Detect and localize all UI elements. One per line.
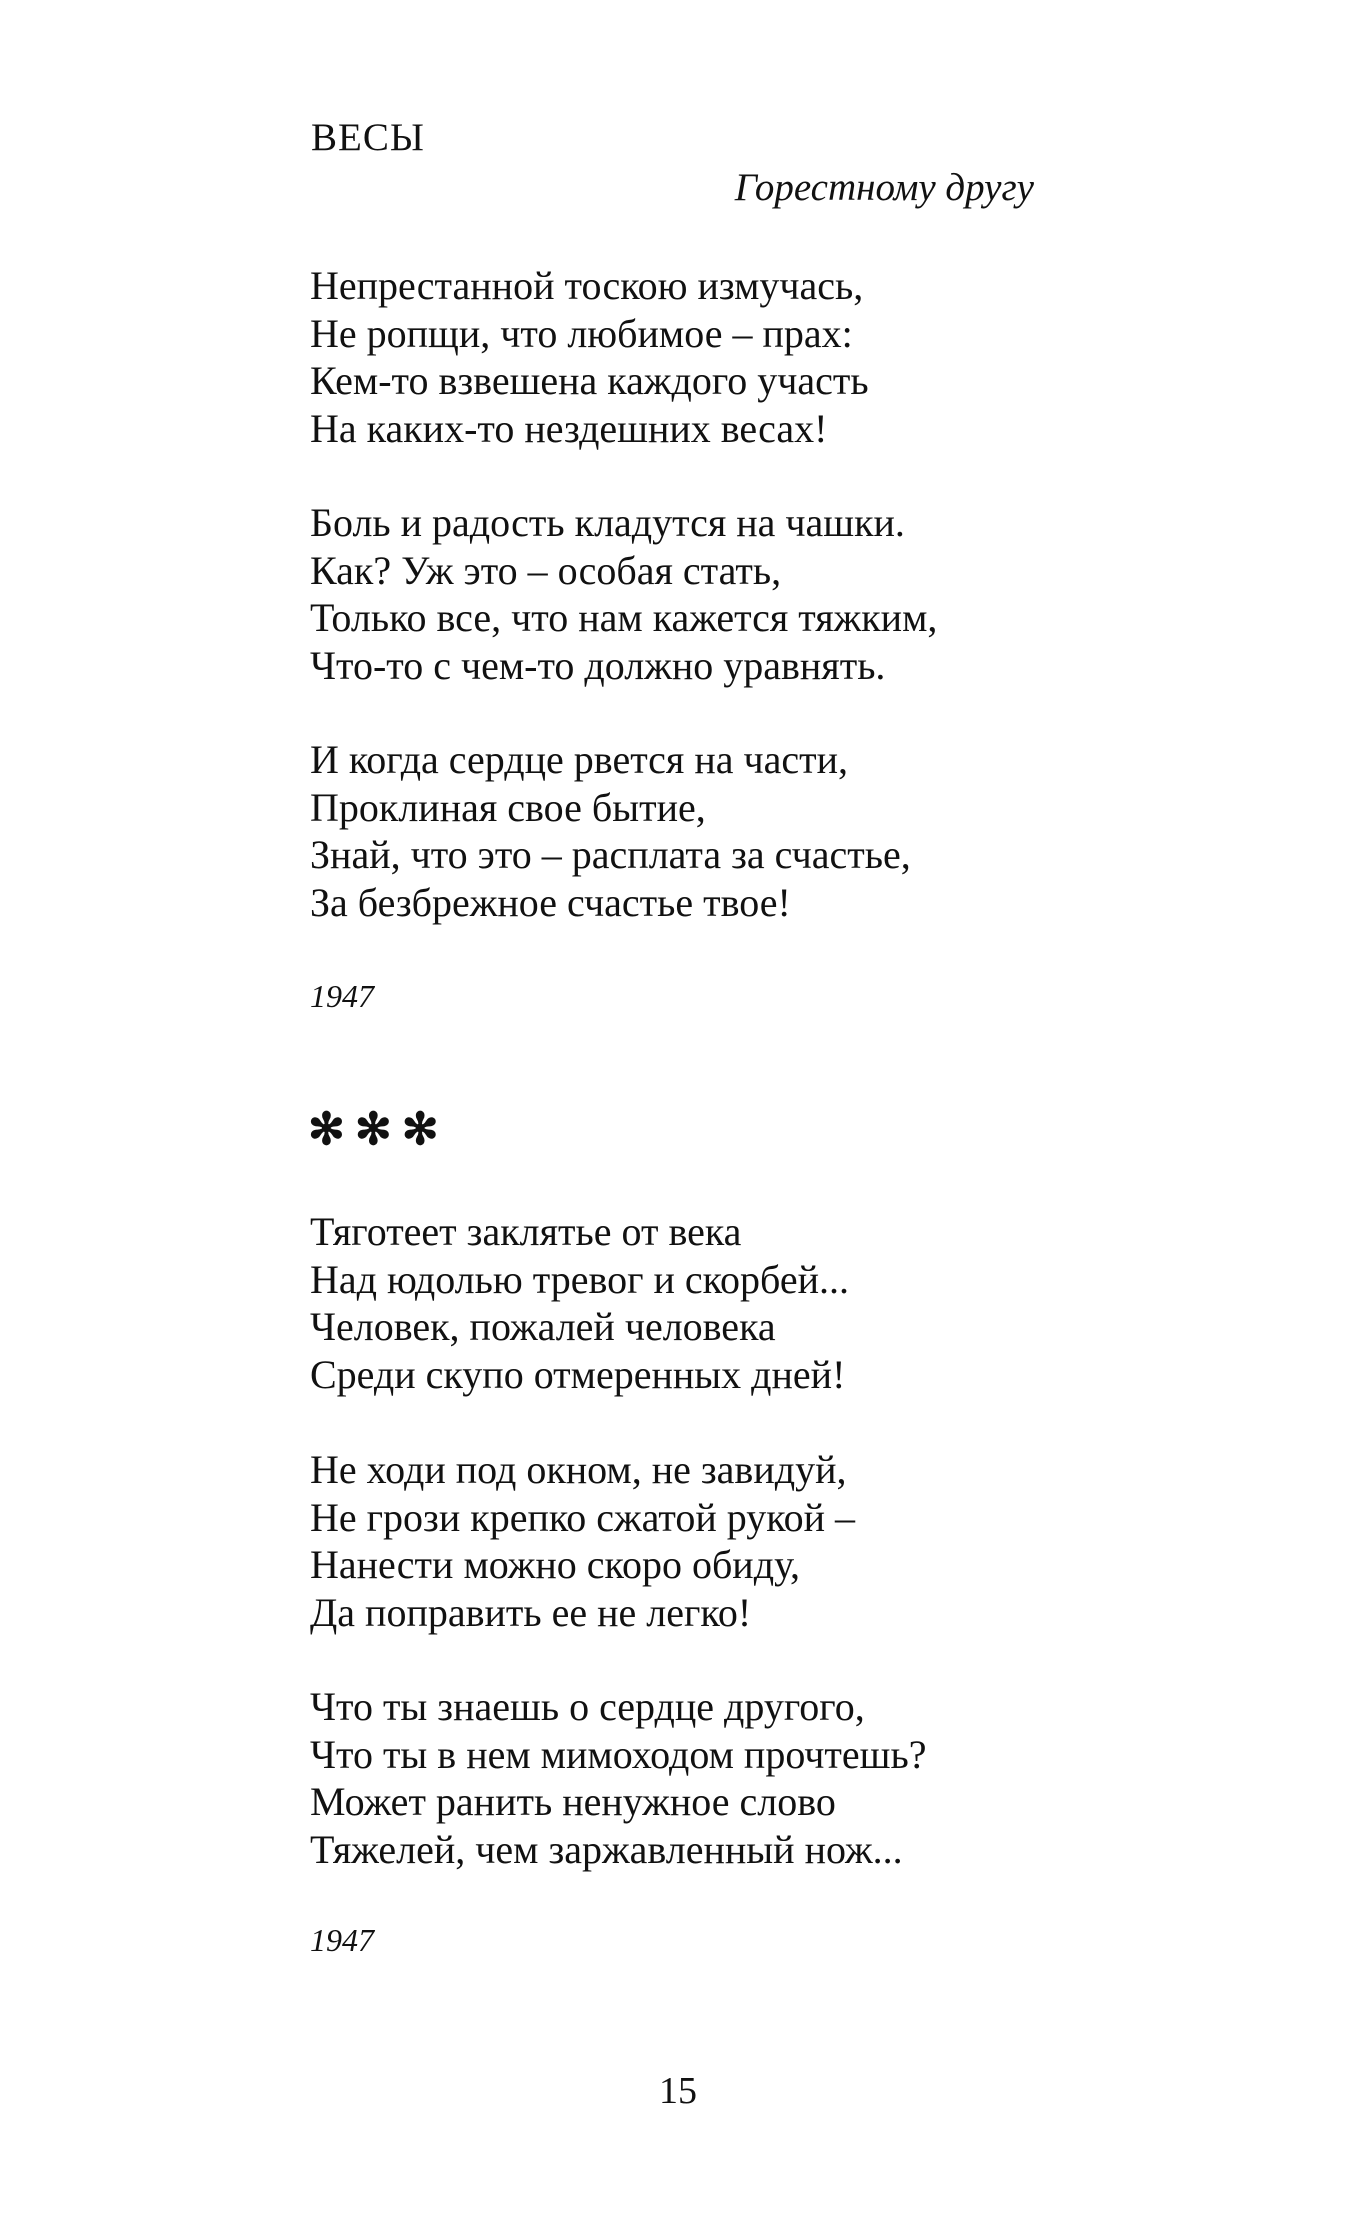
verse-line: Боль и радость кладутся на чашки.: [310, 500, 905, 545]
poem2-stanza-3: [310, 1683, 926, 1873]
poem-title: ВЕСЫ: [311, 116, 425, 159]
poem1-stanza-3: [310, 736, 911, 926]
verse-line: Да поправить ее не легко!: [310, 1589, 752, 1635]
verse-line: Знай, что это – расплата за счастье,: [310, 832, 911, 877]
poem1-stanza-1: [310, 262, 869, 452]
verse-line: Проклиная свое бытие,: [310, 784, 706, 830]
page-number: 15: [659, 2070, 697, 2112]
verse-line: Непрестанной тоскою измучась,: [310, 263, 864, 308]
asterism-symbol: ✻: [308, 1105, 355, 1154]
poem2-year: 1947: [310, 1922, 374, 1958]
poem1-year: 1947: [310, 978, 374, 1014]
verse-line: Не грози крепко сжатой рукой –: [310, 1494, 855, 1540]
poem2-stanza-2: [310, 1446, 855, 1636]
verse-line: Тяжелей, чем заржавленный нож...: [310, 1826, 903, 1872]
asterism-symbol: ✻: [354, 1105, 402, 1154]
verse-line: Что ты в нем мимоходом прочтешь?: [310, 1731, 927, 1777]
verse-line: Не ходи под окном, не завидуй,: [310, 1447, 847, 1492]
asterism-symbol: ✻: [401, 1105, 449, 1154]
verse-line: Среди скупо отмеренных дней!: [310, 1351, 846, 1397]
poem2-stanza-1: [310, 1208, 849, 1398]
poem1-stanza-2: [310, 499, 937, 689]
verse-line: Человек, пожалей человека: [310, 1304, 776, 1349]
verse-line: Может ранить ненужное слово: [310, 1779, 836, 1824]
verse-line: Не ропщи, что любимое – прах:: [310, 310, 853, 356]
asterism-separator: [308, 1105, 449, 1154]
verse-line: Что-то с чем-то должно уравнять.: [310, 642, 886, 688]
verse-line: Как? Уж это – особая стать,: [310, 547, 782, 593]
poem-dedication: Горестному другу: [734, 166, 1034, 209]
verse-line: Кем-то взвешена каждого участь: [310, 358, 869, 403]
verse-line: Над юдолью тревог и скорбей...: [310, 1256, 850, 1302]
verse-line: Тяготеет заклятье от века: [310, 1209, 742, 1254]
verse-line: Только все, что нам кажется тяжким,: [310, 595, 938, 640]
verse-line: Нанести можно скоро обиду,: [310, 1542, 801, 1587]
verse-line: Что ты знаешь о сердце другого,: [310, 1684, 865, 1729]
verse-line: На каких-то нездешних весах!: [310, 405, 828, 451]
verse-line: За безбрежное счастье твое!: [310, 879, 791, 925]
verse-line: И когда сердце рвется на части,: [310, 737, 848, 782]
